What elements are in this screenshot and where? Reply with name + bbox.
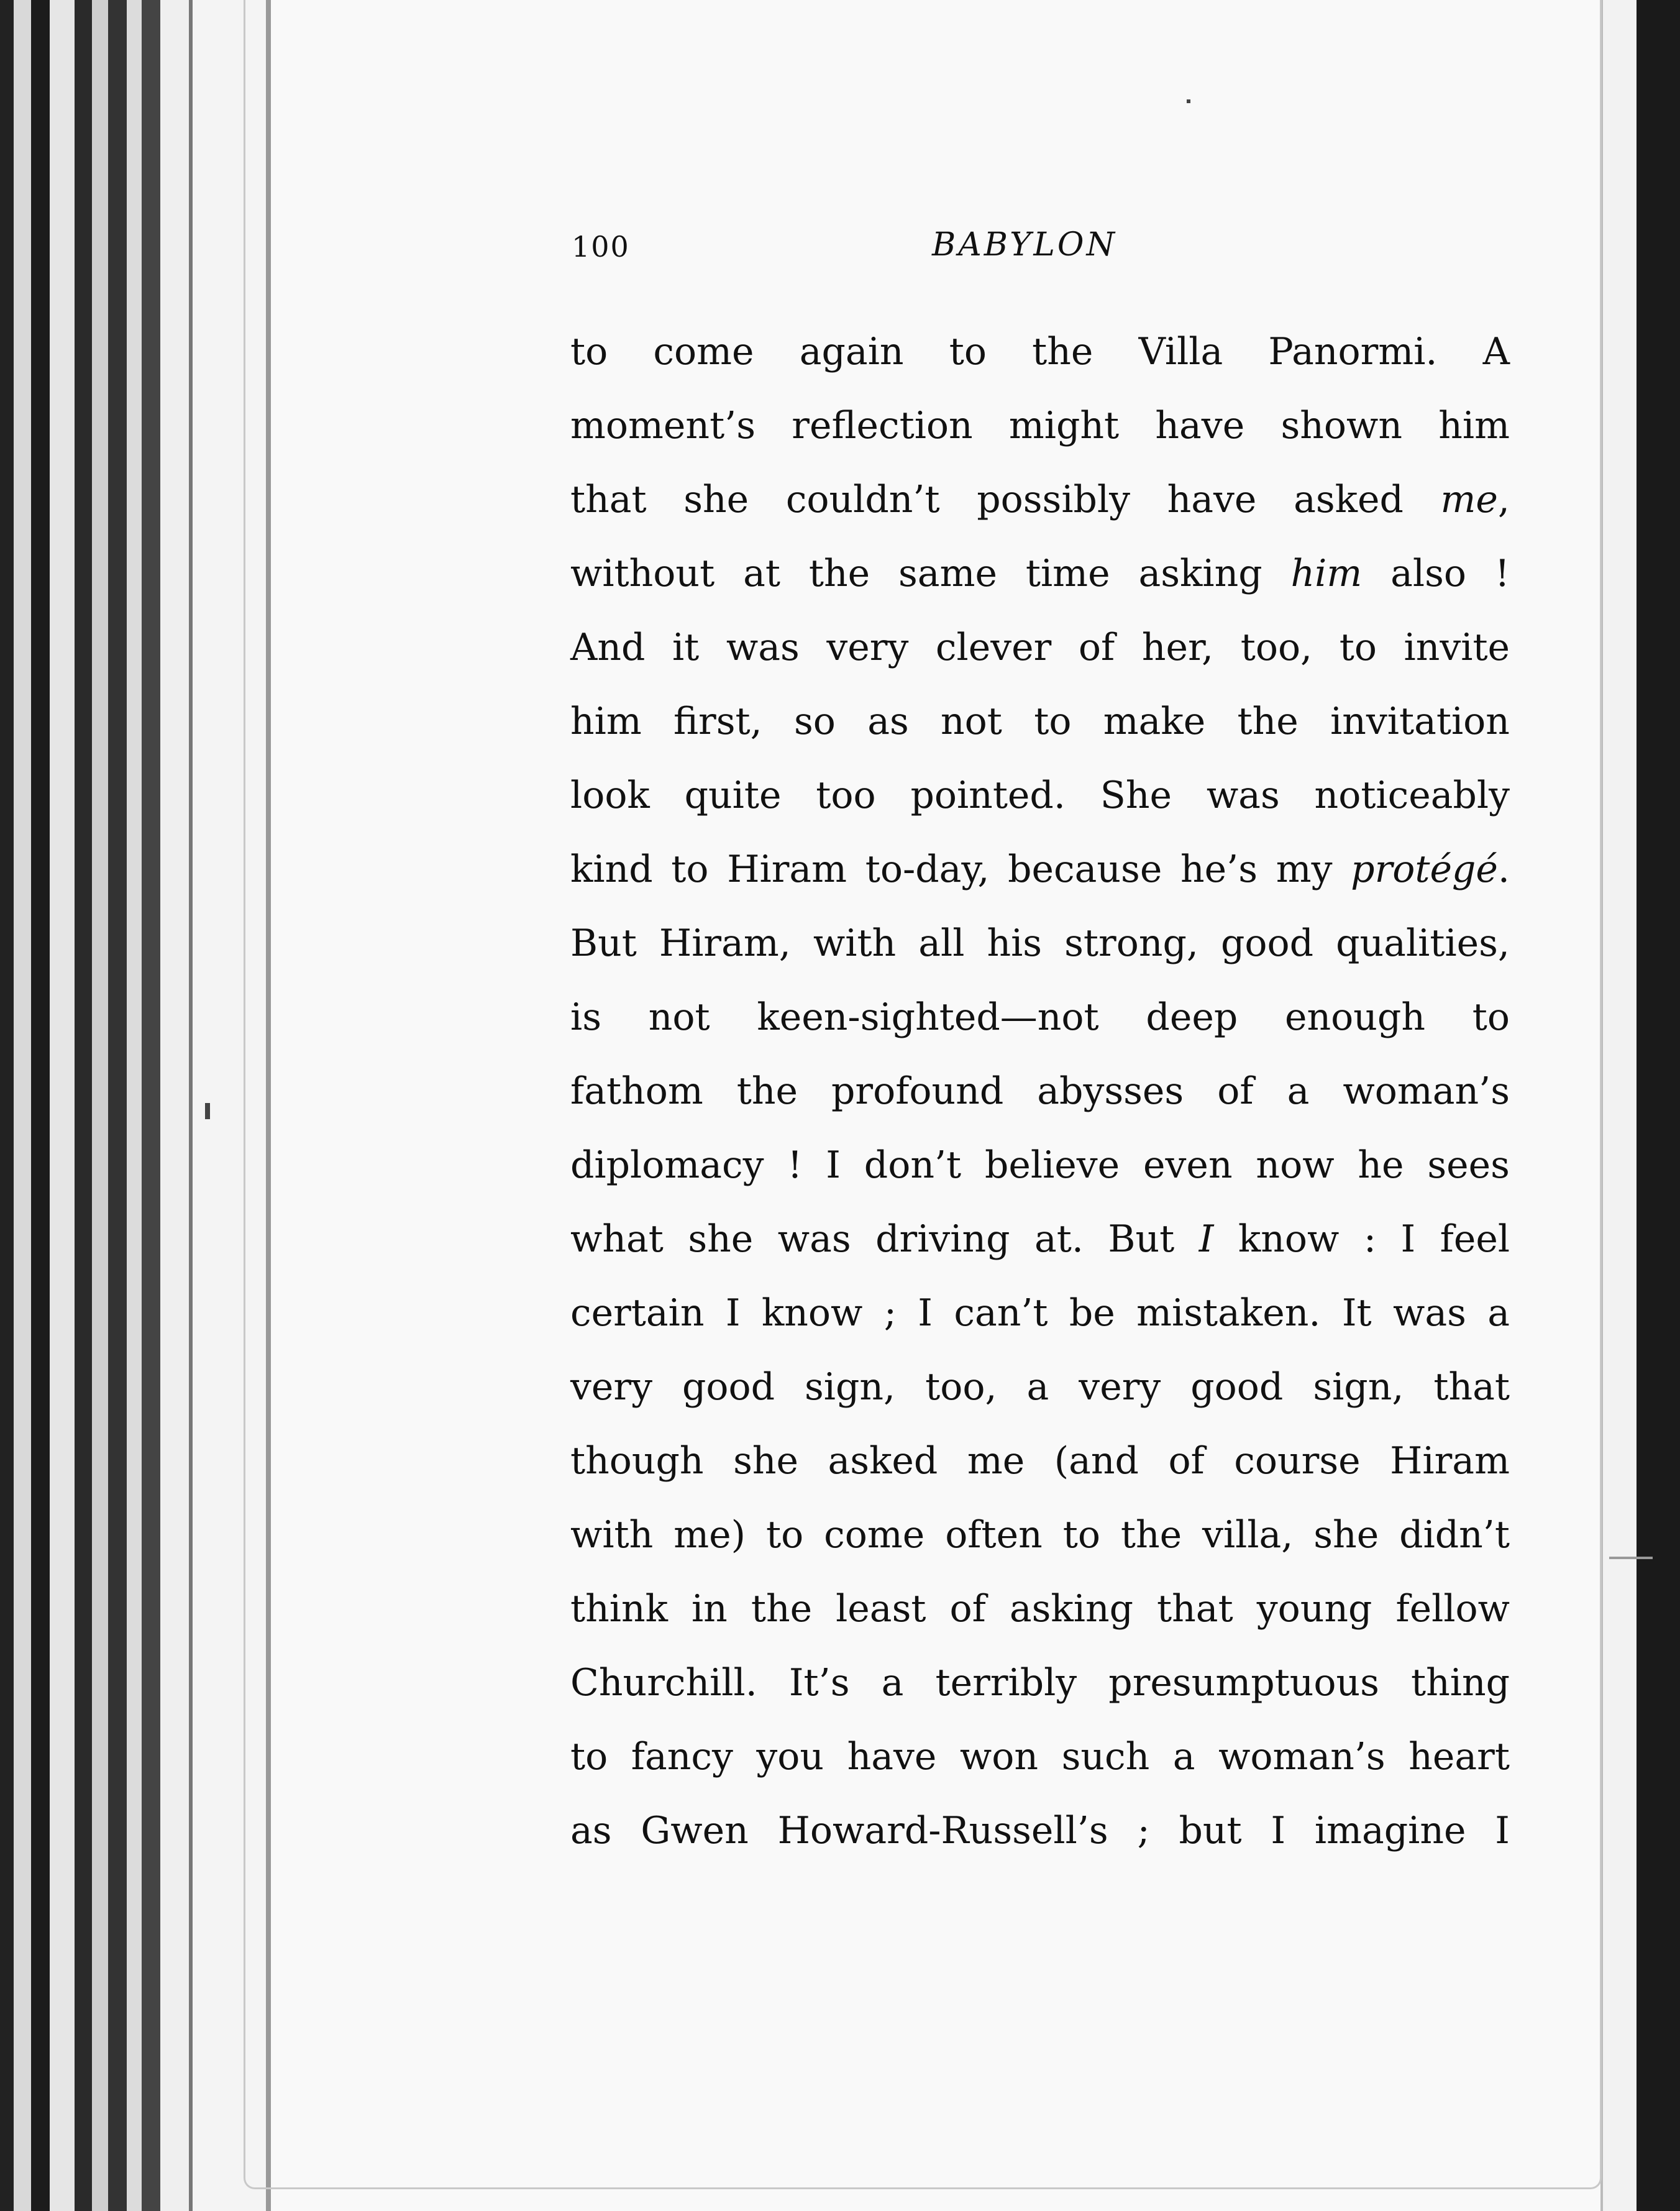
text-line: Churchill. It’s a terribly presumptuous thing	[570, 1661, 1510, 1705]
text-line: to come again to the Villa Panormi. A	[570, 330, 1510, 373]
text-line: look quite too pointed. She was noticeably	[570, 774, 1510, 817]
binding-edge	[142, 0, 160, 2211]
binding-edge	[108, 0, 127, 2211]
binding-edge	[0, 0, 14, 2211]
page-edge	[50, 0, 75, 2211]
text-line: And it was very clever of her, too, to invite	[570, 626, 1510, 669]
right-binding-edge	[1637, 0, 1680, 2211]
page-edge	[127, 0, 142, 2211]
text-line: though she asked me (and of course Hiram	[570, 1439, 1510, 1483]
text-line: without at the same time asking him also !	[570, 552, 1510, 595]
page-edge	[14, 0, 31, 2211]
right-page-edge	[1600, 0, 1637, 2211]
text-line: what she was driving at. But I know : I feel	[570, 1217, 1510, 1261]
page-edge	[160, 0, 189, 2211]
binding-edge	[75, 0, 92, 2211]
text-line: to fancy you have won such a woman’s heart	[570, 1735, 1510, 1778]
text-line: is not keen-sighted—not deep enough to	[570, 996, 1510, 1039]
text-line: fathom the profound abysses of a woman’s	[570, 1069, 1510, 1113]
text-line: kind to Hiram to-day, because he’s my protégé.	[570, 848, 1510, 891]
text-line: certain I know ; I can’t be mistaken. It was a	[570, 1291, 1510, 1335]
page-speck	[1609, 1557, 1653, 1559]
text-line: with me) to come often to the villa, she didn’t	[570, 1513, 1510, 1557]
running-head	[572, 224, 1516, 280]
page-edge	[266, 0, 271, 2211]
text-line: that she couldn’t possibly have asked me,	[570, 478, 1510, 521]
text-line: as Gwen Howard-Russell’s ; but I imagine I	[570, 1809, 1510, 1852]
page-number: 100	[572, 230, 630, 263]
page-edge	[193, 0, 266, 2211]
page-speck	[205, 1103, 210, 1119]
book-title: BABYLON	[932, 226, 1118, 263]
text-line: him first, so as not to make the invitation	[570, 700, 1510, 743]
text-line: But Hiram, with all his strong, good qualities,	[570, 922, 1510, 965]
page-edge	[92, 0, 108, 2211]
text-line: moment’s reflection might have shown him	[570, 404, 1510, 447]
text-line: think in the least of asking that young fellow	[570, 1587, 1510, 1631]
body-text	[570, 321, 1510, 1874]
text-line: very good sign, too, a very good sign, that	[570, 1365, 1510, 1409]
text-line: diplomacy ! I don’t believe even now he sees	[570, 1143, 1510, 1187]
page-speck	[1187, 99, 1190, 103]
binding-edge	[31, 0, 50, 2211]
